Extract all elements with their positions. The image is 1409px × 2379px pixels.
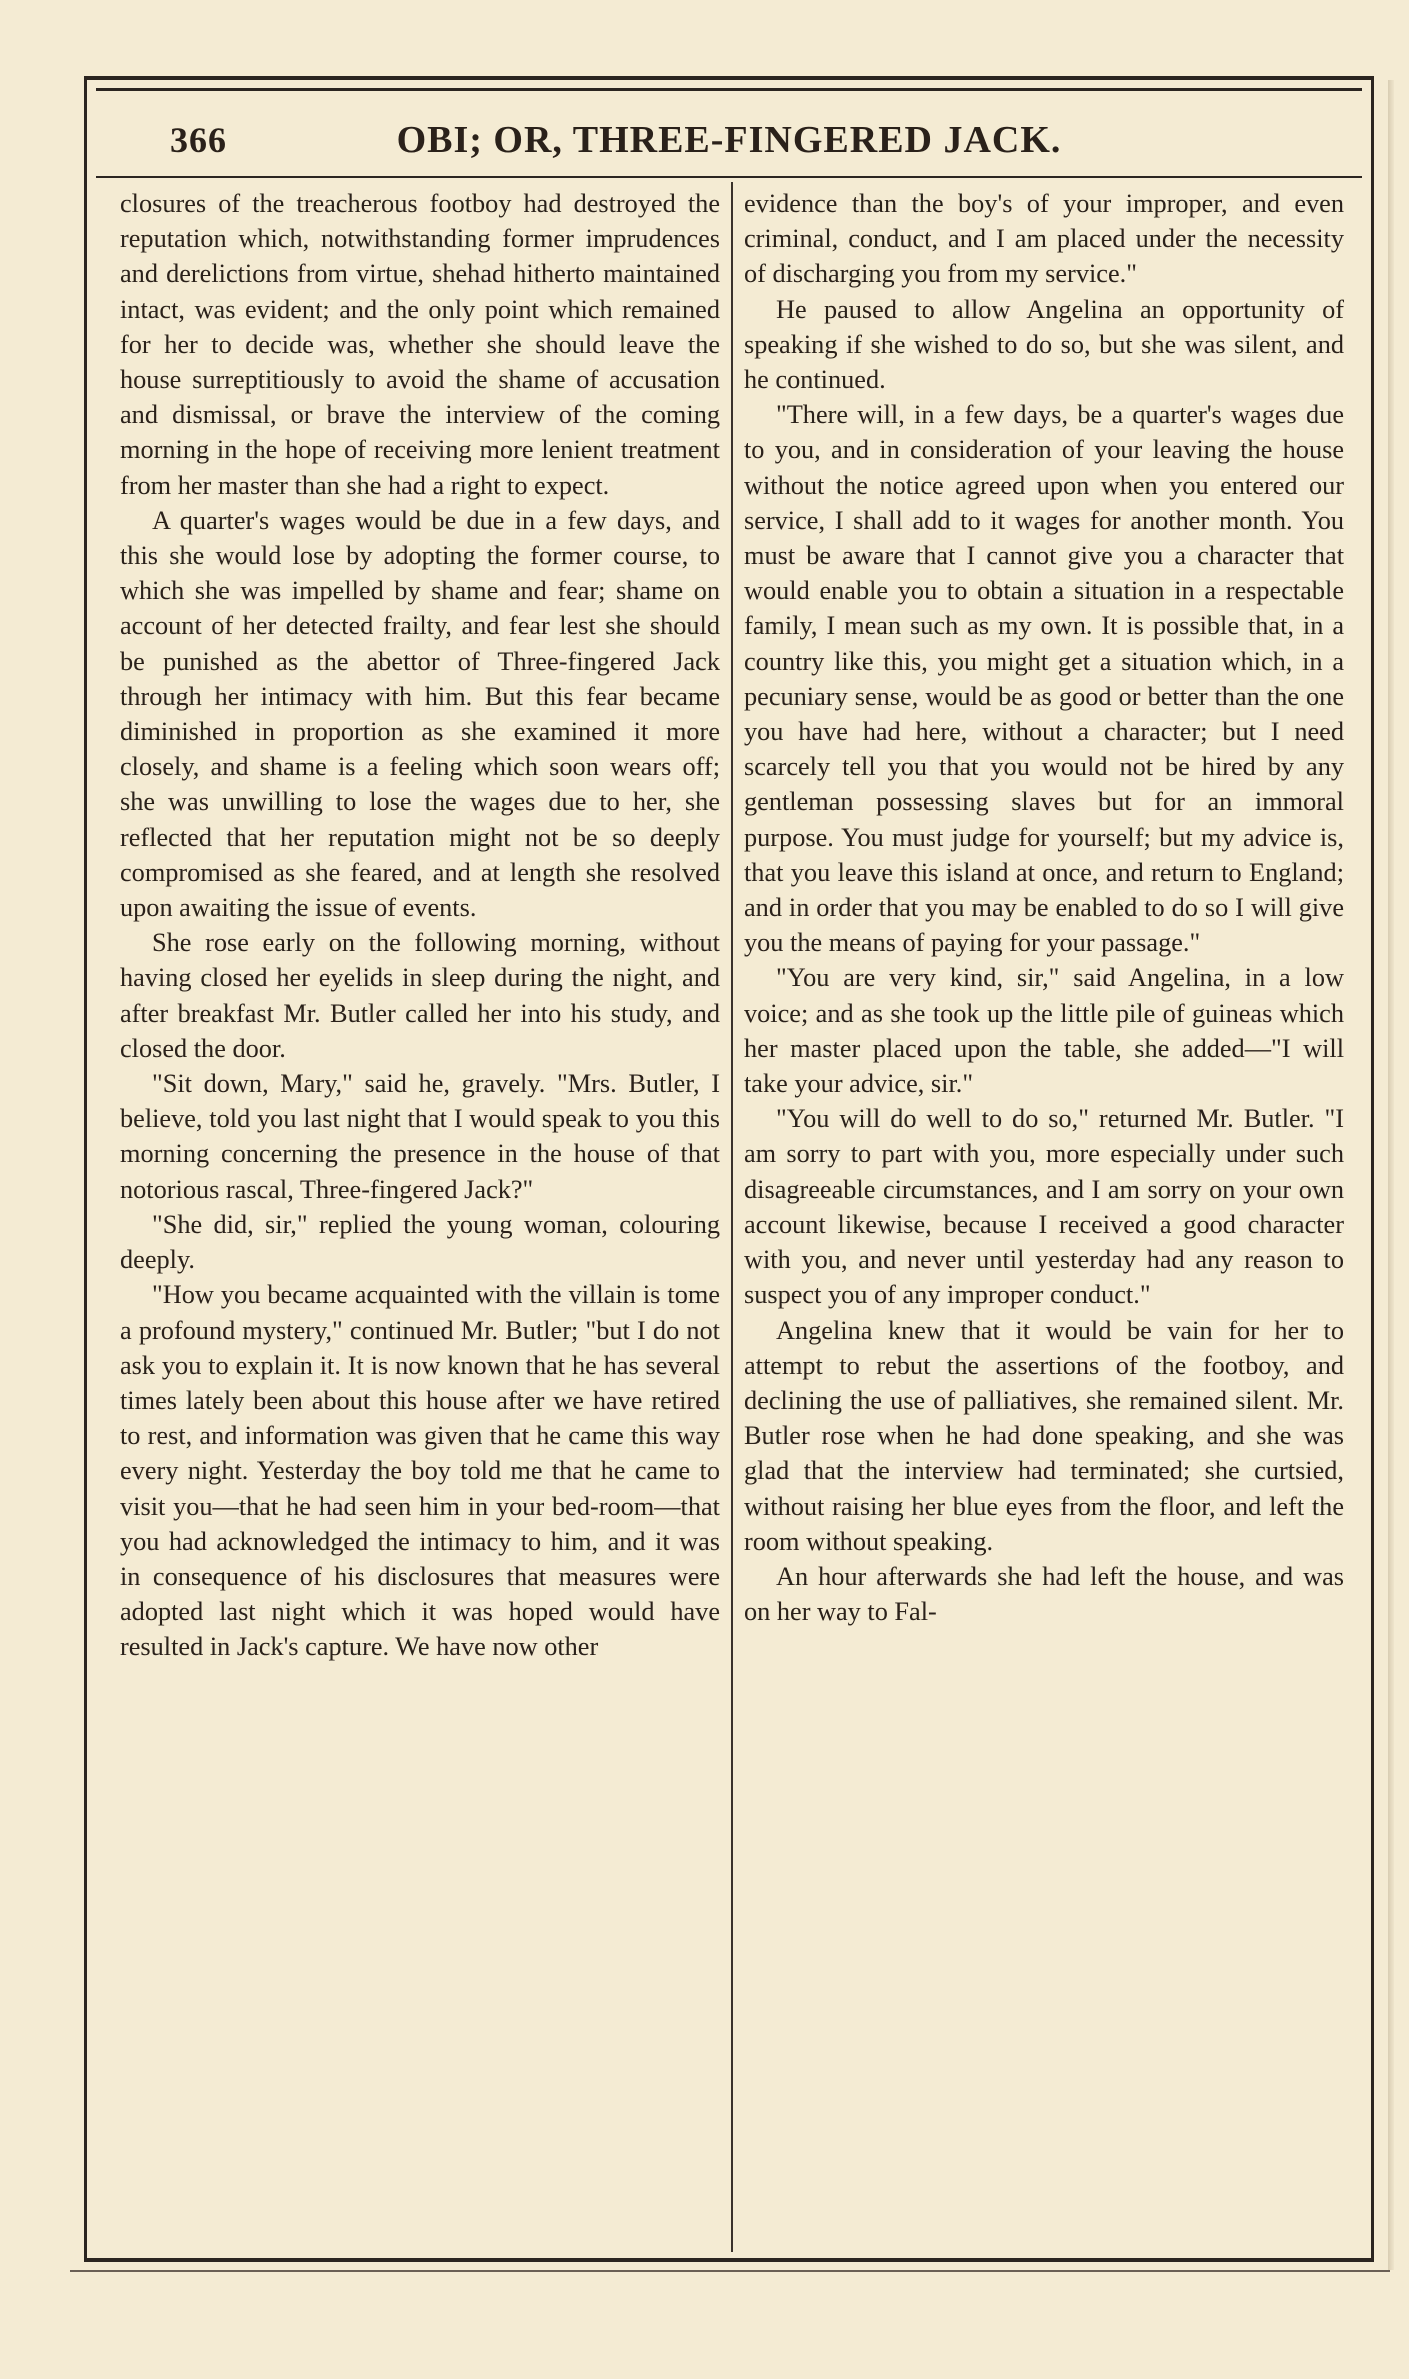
- bottom-rule: [84, 2258, 1374, 2262]
- paragraph: closures of the treacherous footboy had destroyed the reputation which, notwithstanding former imprudences and derelictions from virtue, shehad hitherto maintained intact, was evident; and the only point which remained for her to decide was, whether she should leave the house surreptitiously to avoid the shame of accusation and dismissal, or brave the interview of the coming morning in the hope of receiving more lenient treatment from her master than she had a right to expect.: [120, 189, 720, 500]
- paragraph: "You are very kind, sir," said Angelina, in a low voice; and as she took up the little pile of guineas which her master placed upon the table, she added—"I will take your advice, sir.": [744, 963, 1344, 1099]
- paragraph: "You will do well to do so," returned Mr. Butler. "I am sorry to part with you, more especially under such disagreeable circumstances, and I am sorry on your own account likewise, because I received a good character with you, and never until yesterday had any reason to suspect you of any improper conduct.": [744, 1104, 1344, 1310]
- page-header: [96, 112, 1362, 168]
- bottom-rule-secondary: [70, 2270, 1390, 2272]
- paragraph: evidence than the boy's of your improper, and even criminal, conduct, and I am placed under the necessity of discharging you from my service.": [744, 189, 1344, 289]
- paragraph: Angelina knew that it would be vain for her to attempt to rebut the assertions of the footboy, and declining the use of palliatives, she remained silent. Mr. Butler rose when he had done speaking, and she was glad that the interview had terminated; she curtsied, without raising her blue eyes from the floor, and left the room without speaking.: [744, 1315, 1344, 1556]
- right-column: [744, 186, 1344, 1629]
- paragraph: A quarter's wages would be due in a few days, and this she would lose by adopting the former course, to which she was impelled by shame and fear; shame on account of her detected frailty, and fear lest she should be punished as the abettor of Three-fingered Jack through her intimacy with him. But this fear became diminished in proportion as she examined it more closely, and shame is a feeling which soon wears off; she was unwilling to lose the wages due to her, she reflected that her reputation might not be so deeply compromised as she feared, and at length she resolved upon awaiting the issue of events.: [120, 505, 720, 923]
- paragraph: She rose early on the following morning, without having closed her eyelids in sleep during the night, and after breakfast Mr. Butler called her into his study, and closed the door.: [120, 928, 720, 1063]
- top-rule: [96, 88, 1362, 91]
- page-number: 366: [170, 120, 227, 160]
- paragraph: He paused to allow Angelina an opportunity of speaking if she wished to do so, but she was silent, and he continued.: [744, 294, 1344, 395]
- running-title: OBI; OR, THREE-FINGERED JACK.: [396, 119, 1062, 161]
- left-column: [120, 186, 720, 1665]
- header-rule: [96, 176, 1362, 178]
- column-divider: [731, 182, 733, 2252]
- paragraph: "How you became acquainted with the villain is tome a profound mystery," continued Mr. Butler; "but I do not ask you to explain it. It is now known that he has several times lately been about this house after we have retired to rest, and information was given that he came this way every night. Yesterday the boy told me that he came to visit you—that he had seen him in your bed-room—that you had acknowledged the intimacy to him, and it was in consequence of his disclosures that measures were adopted last night which it was hoped would have resulted in Jack's capture. We have now other: [120, 1280, 720, 1662]
- paragraph: An hour afterwards she had left the house, and was on her way to Fal-: [744, 1561, 1344, 1627]
- page-edge-shadow: [1388, 80, 1394, 2270]
- paragraph: "Sit down, Mary," said he, gravely. "Mrs. Butler, I believe, told you last night that I would speak to you this morning concerning the presence in the house of that notorious rascal, Three-fingered Jack?": [120, 1069, 720, 1204]
- paragraph: "There will, in a few days, be a quarter's wages due to you, and in consideration of your leaving the house without the notice agreed upon when you entered our service, I shall add to it wages for another month. You must be aware that I cannot give you a character that would enable you to obtain a situation in a respectable family, I mean such as my own. It is possible that, in a country like this, you might get a situation which, in a pecuniary sense, would be as good or better than the one you have had here, without a character; but I need scarcely tell you that you would not be hired by any gentleman possessing slaves but for an immoral purpose. You must judge for yourself; but my advice is, that you leave this island at once, and return to England; and in order that you may be enabled to do so I will give you the means of paying for your passage.": [744, 400, 1344, 958]
- paragraph: "She did, sir," replied the young woman, colouring deeply.: [120, 1209, 720, 1275]
